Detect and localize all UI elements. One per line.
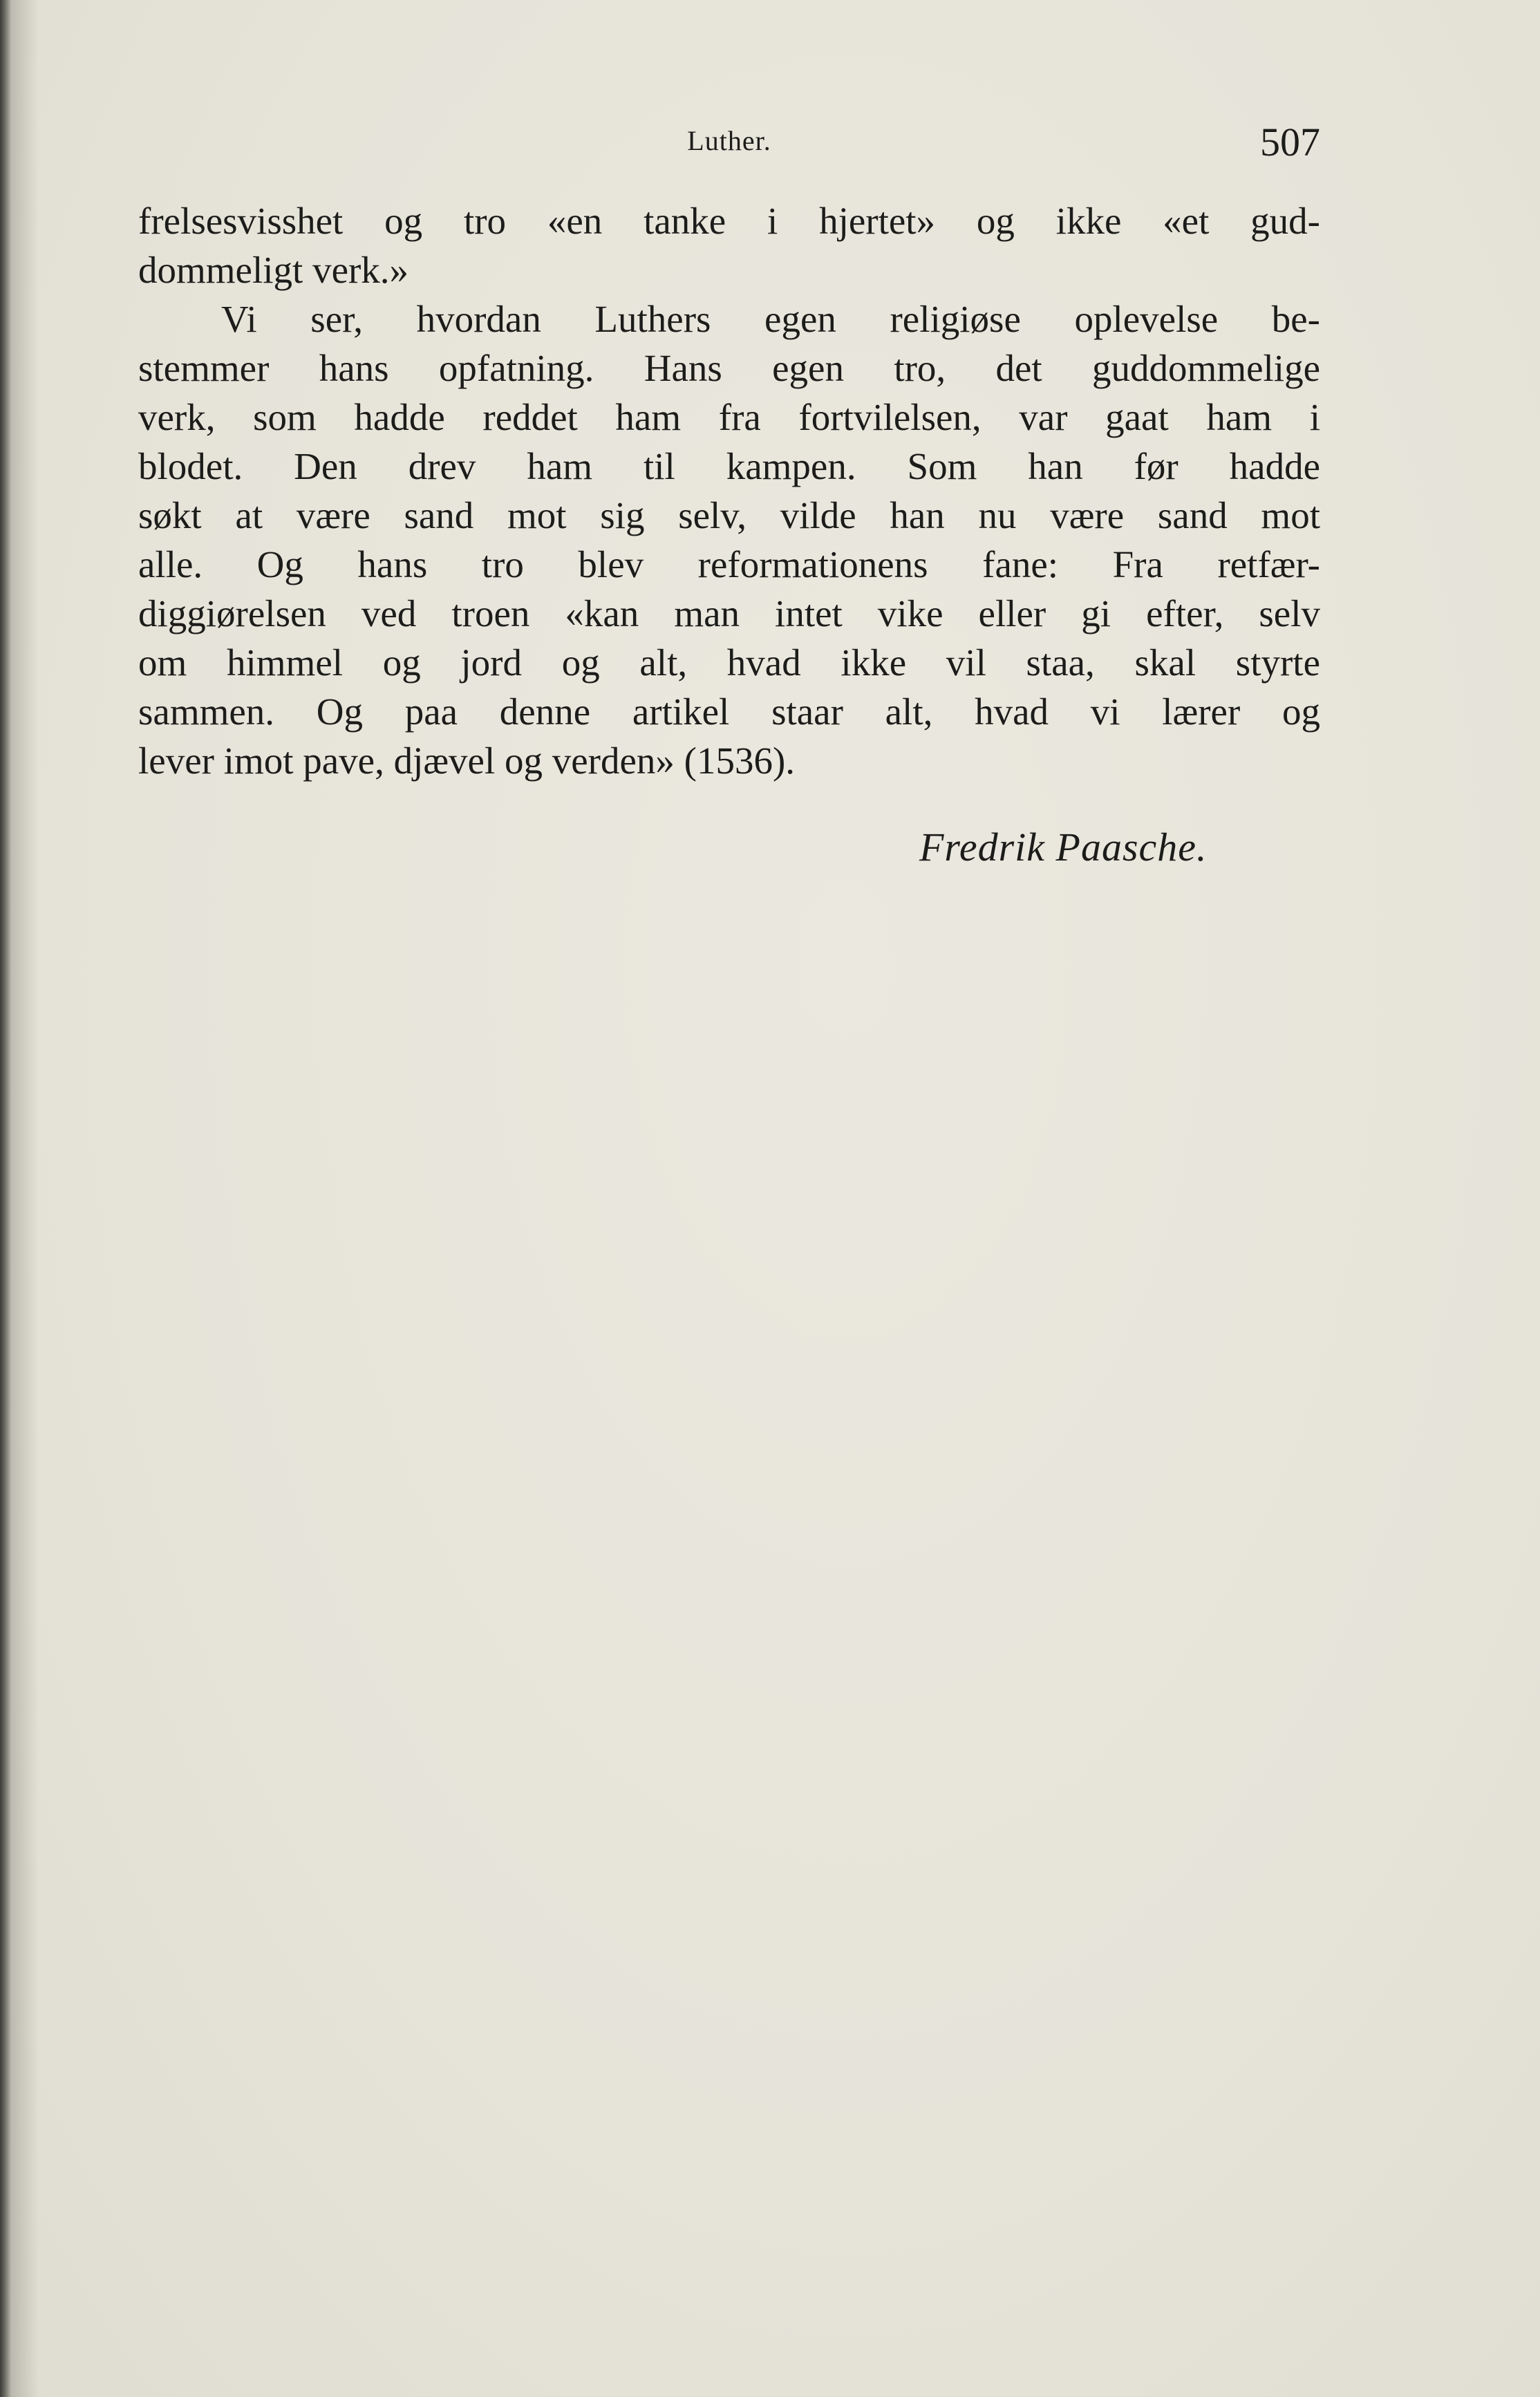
- text-line: stemmer hans opfatning. Hans egen tro, det guddommelige: [138, 347, 1320, 389]
- body-text: [138, 196, 1320, 785]
- book-spine-edge: [0, 0, 11, 2397]
- text-line: lever imot pave, djævel og verden» (1536).: [138, 740, 796, 782]
- text-line: alle. Og hans tro blev reformationens fane: Fra retfær-: [138, 543, 1320, 585]
- text-line: Vi ser, hvordan Luthers egen religiøse oplevelse be-: [221, 298, 1320, 340]
- text-line: dommeligt verk.»: [138, 249, 409, 291]
- text-line: blodet. Den drev ham til kampen. Som han før hadde: [138, 445, 1320, 487]
- text-line: frelsesvisshet og tro «en tanke i hjertet» og ikke «et gud-: [138, 200, 1320, 242]
- text-line: sammen. Og paa denne artikel staar alt, hvad vi lærer og: [138, 690, 1320, 733]
- text-line: diggiørelsen ved troen «kan man intet vike eller gi efter, selv: [138, 592, 1320, 634]
- running-title: Luther.: [687, 125, 771, 156]
- author-signature: Fredrik Paasche.: [919, 825, 1208, 870]
- text-line: om himmel og jord og alt, hvad ikke vil staa, skal styrte: [138, 641, 1320, 684]
- page-number: 507: [1260, 120, 1320, 164]
- text-line: søkt at være sand mot sig selv, vilde han nu være sand mot: [138, 494, 1320, 536]
- text-line: verk, som hadde reddet ham fra fortvilelsen, var gaat ham i: [138, 396, 1320, 438]
- gutter-shadow: [11, 0, 39, 2397]
- running-head: [138, 119, 1320, 164]
